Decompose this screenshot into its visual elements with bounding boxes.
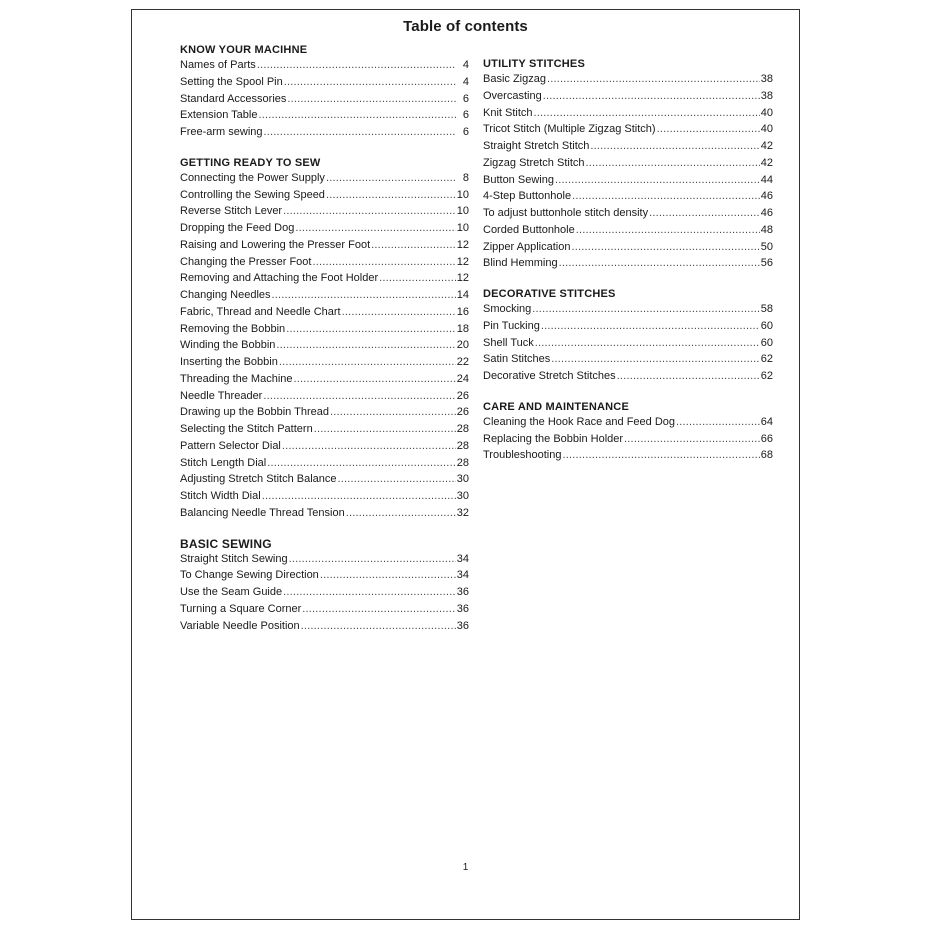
dot-leader [258,107,456,124]
dot-leader [543,88,760,105]
toc-entry[interactable] [483,222,773,239]
toc-entry[interactable] [483,71,773,88]
toc-entry[interactable] [180,505,469,522]
entry-page-number: 20 [456,339,469,352]
entry-page-number: 38 [760,89,773,102]
dot-leader [547,71,760,88]
toc-entry[interactable] [180,170,469,187]
toc-entry[interactable] [180,421,469,438]
toc-entry[interactable] [180,220,469,237]
dot-leader [289,551,456,568]
entry-label: Fabric, Thread and Needle Chart [180,305,341,318]
entry-label: Raising and Lowering the Presser Foot [180,238,371,251]
toc-entry[interactable] [483,431,773,448]
dot-leader [283,584,456,601]
entry-page-number: 64 [760,415,773,428]
toc-entry[interactable] [483,88,773,105]
entry-label: Overcasting [483,89,542,102]
entry-label: Turning a Square Corner [180,602,302,615]
toc-entry[interactable] [483,239,773,256]
entry-label: Changing Needles [180,289,271,301]
dot-leader [590,138,759,155]
toc-section [483,58,773,272]
entry-page-number: 18 [456,322,469,335]
entry-page-number: 42 [760,140,773,152]
entry-label: Straight Stretch Stitch [483,140,590,152]
entry-page-number: 24 [456,372,469,385]
entry-label: To Change Sewing Direction [180,569,319,582]
dot-leader [302,601,455,618]
dot-leader [572,188,760,205]
entry-page-number: 40 [760,106,773,119]
entry-label: To adjust buttonhole stitch density [483,207,649,219]
dot-leader [586,155,760,172]
dot-leader [272,287,456,304]
entry-label: Threading the Machine [180,372,293,385]
entry-page-number: 56 [760,257,773,270]
entry-page-number: 28 [456,456,469,469]
entry-page-number: 10 [456,205,469,218]
dot-leader [371,237,456,254]
toc-entry[interactable] [180,287,469,304]
dot-leader [624,431,760,448]
toc-entry[interactable] [180,304,469,321]
entry-page-number: 30 [456,473,469,486]
toc-section [180,538,469,635]
entry-label: Smocking [483,303,532,315]
entry-label: Winding the Bobbin [180,339,276,352]
entry-page-number: 40 [760,123,773,136]
entry-label: Needle Threader [180,389,263,402]
entry-label: Troubleshooting [483,449,562,462]
entry-page-number: 4 [462,59,469,71]
toc-column-right [483,58,773,480]
entry-label: Zigzag Stretch Stitch [483,156,585,169]
dot-leader [267,455,456,472]
entry-page-number: 12 [456,272,469,285]
entry-page-number: 26 [456,389,469,402]
toc-entry[interactable] [180,74,469,91]
entry-page-number: 68 [760,449,773,462]
toc-entry[interactable] [483,138,773,155]
entry-page-number: 60 [760,319,773,332]
entry-page-number: 28 [456,439,469,452]
section-title: CARE AND MAINTENANCE [483,400,629,413]
toc-entry[interactable] [180,601,469,618]
entry-page-number: 42 [760,156,773,169]
toc-entry[interactable] [483,121,773,138]
entry-label: Button Sewing [483,173,554,186]
dot-leader [279,354,456,371]
entry-label: Reverse Stitch Lever [180,205,283,218]
entry-label: Straight Stitch Sewing [180,552,288,565]
dot-leader [379,270,456,287]
dot-leader [287,91,456,108]
entry-label: Extension Table [180,109,258,122]
entry-page-number: 62 [760,370,773,382]
entry-label: Stitch Length Dial [180,456,267,469]
entry-label: Connecting the Power Supply [180,171,325,184]
dot-leader [284,74,456,91]
section-title: UTILITY STITCHES [483,58,586,70]
entry-label: 4-Step Buttonhole [483,190,572,203]
dot-leader [301,618,456,635]
entry-page-number: 16 [456,305,469,318]
toc-entry[interactable] [180,455,469,472]
dot-leader [263,388,455,405]
toc-entry[interactable] [483,105,773,122]
dot-leader [283,203,456,220]
toc-entry[interactable] [483,205,773,222]
entry-label: Shell Tuck [483,336,534,349]
entry-page-number: 28 [456,423,469,435]
entry-page-number: 60 [760,336,773,349]
dot-leader [342,304,456,321]
dot-leader [294,371,456,388]
page-number: 1 [462,862,469,873]
entry-page-number: 34 [456,569,469,582]
toc-entry[interactable] [180,254,469,271]
section-title: GETTING READY TO SEW [180,156,321,169]
entry-page-number: 22 [456,356,469,368]
dot-leader [551,351,759,368]
toc-column-left [180,44,469,650]
entry-label: Names of Parts [180,59,256,71]
toc-entry[interactable] [483,301,773,318]
entry-page-number: 6 [462,92,469,105]
entry-label: Setting the Spool Pin [180,75,283,88]
toc-section [483,401,773,464]
section-title: DECORATIVE STITCHES [483,288,616,300]
entry-label: Blind Hemming [483,257,558,270]
entry-label: Pin Tucking [483,319,540,332]
toc-entry[interactable] [180,91,469,108]
entry-page-number: 12 [456,238,469,251]
entry-page-number: 10 [456,222,469,234]
entry-label: Balancing Needle Thread Tension [180,506,345,519]
dot-leader [326,170,456,187]
dot-leader [314,421,456,438]
entry-label: Basic Zigzag [483,73,546,85]
entry-page-number: 46 [760,190,773,203]
dot-leader [346,505,456,522]
dot-leader [326,187,456,204]
entry-label: Inserting the Bobbin [180,356,278,368]
entry-page-number: 14 [456,289,469,301]
dot-leader [320,567,456,584]
toc-entry[interactable] [180,187,469,204]
entry-page-number: 66 [760,432,773,445]
entry-page-number: 44 [760,173,773,186]
entry-label: Decorative Stretch Stitches [483,370,616,382]
entry-label: Zipper Application [483,240,571,253]
toc-entry[interactable] [180,618,469,635]
entry-page-number: 62 [760,353,773,366]
entry-page-number: 6 [462,126,469,138]
entry-page-number: 34 [456,552,469,565]
dot-leader [286,321,456,338]
toc-entry[interactable] [483,335,773,352]
toc-entry[interactable] [180,567,469,584]
toc-entry[interactable] [180,321,469,338]
entry-page-number: 32 [456,506,469,519]
entry-label: Selecting the Stitch Pattern [180,423,313,435]
entry-label: Satin Stitches [483,353,551,366]
toc-entry[interactable] [180,471,469,488]
entry-label: Removing the Bobbin [180,322,286,335]
dot-leader [541,318,760,335]
entry-page-number: 36 [456,586,469,598]
toc-entry[interactable] [483,368,773,385]
toc-entry[interactable] [483,188,773,205]
dot-leader [534,105,760,122]
toc-entry[interactable] [180,354,469,371]
dot-leader [576,222,760,239]
entry-page-number: 30 [456,490,469,502]
entry-page-number: 12 [456,255,469,268]
dot-leader [257,57,456,74]
dot-leader [338,471,456,488]
section-title: KNOW YOUR MACIHNE [180,44,308,56]
entry-page-number: 26 [456,406,469,419]
toc-entry[interactable] [180,237,469,254]
dot-leader [262,488,456,505]
toc-section [180,157,469,522]
page-title: Table of contents [403,18,528,35]
toc-entry[interactable] [180,203,469,220]
dot-leader [295,220,455,237]
dot-leader [555,172,760,189]
entry-label: Stitch Width Dial [180,490,261,502]
entry-label: Variable Needle Position [180,619,300,632]
toc-entry[interactable] [180,488,469,505]
toc-entry[interactable] [180,107,469,124]
entry-label: Changing the Presser Foot [180,255,312,268]
dot-leader [657,121,760,138]
toc-entry[interactable] [180,337,469,354]
toc-entry[interactable] [180,124,469,141]
entry-page-number: 10 [456,188,469,201]
dot-leader [330,404,456,421]
entry-page-number: 50 [760,240,773,253]
toc-entry[interactable] [180,57,469,74]
toc-entry[interactable] [483,447,773,464]
dot-leader [264,124,456,141]
dot-leader [562,447,759,464]
entry-page-number: 8 [462,171,469,184]
entry-label: Controlling the Sewing Speed [180,188,325,201]
entry-label: Adjusting Stretch Stitch Balance [180,473,337,486]
toc-entry[interactable] [483,172,773,189]
entry-label: Drawing up the Bobbin Thread [180,406,330,419]
entry-page-number: 46 [760,207,773,219]
entry-label: Knit Stitch [483,106,533,119]
toc-entry[interactable] [180,438,469,455]
entry-label: Dropping the Feed Dog [180,222,295,234]
entry-label: Free-arm sewing [180,126,263,138]
dot-leader [676,414,760,431]
entry-label: Standard Accessories [180,92,287,105]
entry-label: Corded Buttonhole [483,223,575,236]
entry-page-number: 58 [760,303,773,315]
toc-section [180,44,469,141]
entry-label: Removing and Attaching the Foot Holder [180,272,379,285]
entry-page-number: 6 [462,109,469,122]
toc-entry[interactable] [180,388,469,405]
entry-label: Replacing the Bobbin Holder [483,432,624,445]
entry-page-number: 36 [456,602,469,615]
toc-entry[interactable] [180,270,469,287]
toc-entry[interactable] [483,414,773,431]
dot-leader [312,254,455,271]
toc-entry[interactable] [483,155,773,172]
dot-leader [559,255,760,272]
entry-label: Tricot Stitch (Multiple Zigzag Stitch) [483,123,656,136]
entry-page-number: 48 [760,223,773,236]
entry-page-number: 4 [462,75,469,88]
entry-label: Pattern Selector Dial [180,439,281,452]
toc-entry[interactable] [180,371,469,388]
toc-entry[interactable] [180,551,469,568]
dot-leader [532,301,759,318]
document-page [131,9,800,920]
toc-entry[interactable] [483,255,773,272]
entry-label: Cleaning the Hook Race and Feed Dog [483,415,676,428]
dot-leader [649,205,760,222]
dot-leader [282,438,456,455]
entry-page-number: 36 [456,619,469,632]
toc-entry[interactable] [180,584,469,601]
dot-leader [571,239,759,256]
entry-page-number: 38 [760,73,773,85]
toc-section [483,288,773,385]
section-title: BASIC SEWING [180,536,272,551]
dot-leader [276,337,455,354]
dot-leader [617,368,760,385]
toc-entry[interactable] [180,404,469,421]
entry-label: Use the Seam Guide [180,586,283,598]
dot-leader [535,335,760,352]
toc-entry[interactable] [483,318,773,335]
toc-entry[interactable] [483,351,773,368]
